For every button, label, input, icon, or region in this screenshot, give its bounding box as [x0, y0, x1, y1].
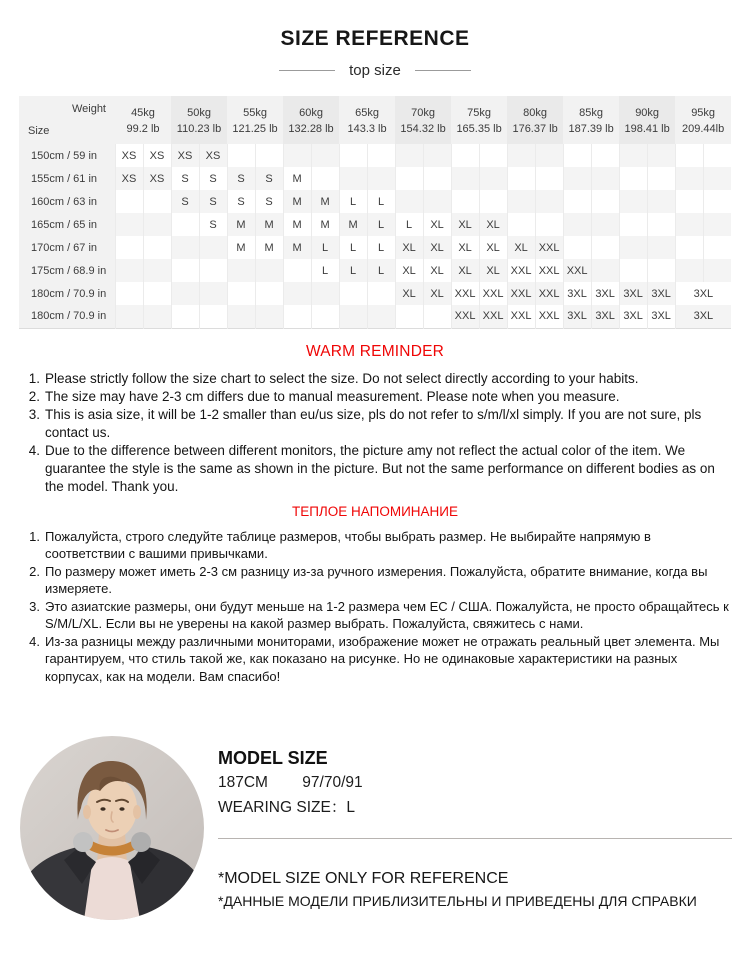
size-cell	[339, 305, 367, 328]
weight-column-header: 65kg 143.3 lb	[339, 96, 395, 144]
warm-reminder-list	[18, 370, 730, 496]
size-cell	[255, 305, 283, 328]
size-cell	[703, 190, 731, 213]
size-cell	[479, 167, 507, 190]
size-cell: XL	[395, 259, 423, 282]
height-row-label: 160cm / 63 in	[19, 190, 115, 213]
size-cell	[115, 213, 143, 236]
size-table-row	[19, 144, 731, 167]
size-cell	[367, 167, 395, 190]
size-cell: XXL	[563, 259, 591, 282]
subtitle-left-dash	[279, 70, 335, 71]
subtitle-text: top size	[349, 62, 401, 79]
size-cell	[339, 144, 367, 167]
size-cell: M	[311, 213, 339, 236]
size-cell	[143, 259, 171, 282]
size-cell: XL	[395, 236, 423, 259]
size-cell	[675, 259, 703, 282]
weight-column-header: 45kg 99.2 lb	[115, 96, 171, 144]
size-cell: XL	[451, 259, 479, 282]
size-cell: M	[339, 213, 367, 236]
size-cell: 3XL	[619, 305, 647, 328]
size-cell: XS	[143, 167, 171, 190]
size-cell	[451, 144, 479, 167]
size-cell	[507, 213, 535, 236]
size-cell	[703, 144, 731, 167]
size-table-row	[19, 282, 731, 305]
size-cell	[647, 213, 675, 236]
size-cell: XXL	[507, 259, 535, 282]
size-cell	[535, 190, 563, 213]
size-cell	[143, 190, 171, 213]
size-cell: XXL	[507, 305, 535, 328]
list-item: 3. This is asia size, it will be 1-2 smaller than eu/us size, pls do not refer to s/m/l/xl simply. If you are not sure, pls contact us.	[28, 406, 702, 440]
weight-column-header: 95kg 209.44lb	[675, 96, 731, 144]
size-cell: XL	[423, 282, 451, 305]
size-cell	[227, 144, 255, 167]
size-cell	[535, 167, 563, 190]
size-cell	[115, 236, 143, 259]
size-cell: L	[367, 213, 395, 236]
size-cell: XL	[423, 236, 451, 259]
model-note-ru: *ДАННЫЕ МОДЕЛИ ПРИБЛИЗИТЕЛЬНЫ И ПРИВЕДЕНЫ ДЛЯ СПРАВКИ	[218, 893, 697, 909]
size-cell: 3XL	[591, 282, 619, 305]
size-cell: 3XL	[619, 282, 647, 305]
height-row-label: 180cm / 70.9 in	[19, 305, 115, 328]
size-cell	[199, 282, 227, 305]
size-cell	[703, 236, 731, 259]
size-cell	[423, 190, 451, 213]
weight-column-header: 85kg 187.39 lb	[563, 96, 619, 144]
size-cell: XS	[171, 144, 199, 167]
size-cell	[535, 144, 563, 167]
size-cell	[339, 282, 367, 305]
divider	[218, 838, 732, 839]
size-cell	[367, 282, 395, 305]
list-item: 1. Пожалуйста, строго следуйте таблице размеров, чтобы выбрать размер. Не выбирайте напрямую в соответствии с вашими привычками.	[29, 528, 651, 561]
size-cell: XXL	[535, 282, 563, 305]
size-cell: XXL	[535, 259, 563, 282]
height-row-label: 170cm / 67 in	[19, 236, 115, 259]
size-cell: L	[367, 236, 395, 259]
size-cell: M	[255, 236, 283, 259]
corner-cell: Weight Size	[19, 96, 115, 144]
size-cell	[395, 190, 423, 213]
size-cell	[479, 190, 507, 213]
size-cell	[703, 213, 731, 236]
list-item: 2. The size may have 2-3 cm differs due to manual measurement. Please note when you measure.	[28, 388, 620, 404]
size-cell: XL	[451, 236, 479, 259]
size-cell: L	[395, 213, 423, 236]
size-cell: XXL	[479, 282, 507, 305]
size-cell: S	[171, 190, 199, 213]
size-cell	[647, 144, 675, 167]
size-cell	[199, 259, 227, 282]
size-cell: M	[255, 213, 283, 236]
list-item: 4. Due to the difference between different monitors, the picture amy not reflect the actual color of the item. We guarantee the style is the same as shown in the picture. But not the same performance on different bodies as on the model. Thank you.	[28, 442, 715, 494]
size-cell	[451, 167, 479, 190]
subtitle-right-dash	[415, 70, 471, 71]
size-cell	[619, 167, 647, 190]
size-cell: 3XL	[563, 305, 591, 328]
size-cell	[507, 167, 535, 190]
size-cell	[563, 213, 591, 236]
size-cell: L	[339, 259, 367, 282]
size-cell: XL	[479, 213, 507, 236]
size-cell	[423, 144, 451, 167]
size-cell	[619, 213, 647, 236]
height-row-label: 155cm / 61 in	[19, 167, 115, 190]
size-cell	[283, 259, 311, 282]
size-cell	[423, 167, 451, 190]
size-cell	[591, 236, 619, 259]
size-cell: XXL	[535, 305, 563, 328]
size-cell: M	[227, 236, 255, 259]
list-item: 1. Please strictly follow the size chart to select the size. Do not select directly according to your habits.	[28, 370, 639, 386]
size-cell	[227, 259, 255, 282]
weight-column-header: 50kg 110.23 lb	[171, 96, 227, 144]
weight-column-header: 70kg 154.32 lb	[395, 96, 451, 144]
size-cell	[143, 282, 171, 305]
size-cell	[647, 167, 675, 190]
size-cell	[591, 144, 619, 167]
size-cell: M	[311, 190, 339, 213]
size-cell	[675, 144, 703, 167]
size-cell: XL	[479, 236, 507, 259]
size-cell: XS	[143, 144, 171, 167]
size-cell: S	[255, 167, 283, 190]
size-cell	[591, 167, 619, 190]
size-cell	[395, 305, 423, 328]
size-cell: S	[227, 167, 255, 190]
height-row-label: 175cm / 68.9 in	[19, 259, 115, 282]
size-cell: 3XL	[591, 305, 619, 328]
size-cell: XL	[507, 236, 535, 259]
size-cell	[591, 190, 619, 213]
size-cell	[115, 282, 143, 305]
size-cell	[171, 236, 199, 259]
page-title: SIZE REFERENCE	[280, 27, 470, 50]
size-cell	[395, 167, 423, 190]
size-cell	[675, 190, 703, 213]
list-item: 3. Это азиатские размеры, они будут меньше на 1-2 размера чем ЕС / США. Пожалуйста, не просто обращайтесь к S/M/L/XL. Если вы не уверены на какой размер выбрать. Пожалуйста, свяжитесь с нами.	[29, 598, 729, 631]
size-cell	[535, 213, 563, 236]
warm-reminder-title: WARM REMINDER	[305, 342, 445, 360]
russian-reminder-list	[18, 528, 730, 686]
size-cell	[115, 259, 143, 282]
size-table-row	[19, 259, 731, 282]
size-cell	[199, 236, 227, 259]
size-cell	[283, 282, 311, 305]
height-row-label: 165cm / 65 in	[19, 213, 115, 236]
size-cell	[171, 305, 199, 328]
size-cell: S	[199, 167, 227, 190]
size-cell	[703, 167, 731, 190]
model-portrait-illustration	[20, 736, 204, 920]
size-cell: M	[283, 213, 311, 236]
model-photo	[20, 736, 204, 920]
model-note-en: *MODEL SIZE ONLY FOR REFERENCE	[218, 870, 509, 887]
size-cell	[311, 144, 339, 167]
height-row-label: 150cm / 59 in	[19, 144, 115, 167]
size-cell	[675, 167, 703, 190]
weight-column-header: 90kg 198.41 lb	[619, 96, 675, 144]
size-cell: L	[339, 236, 367, 259]
size-cell	[395, 144, 423, 167]
page-subtitle	[0, 62, 750, 79]
model-wearing-size: WEARING SIZE：L	[218, 799, 355, 816]
size-cell: M	[283, 190, 311, 213]
size-cell	[171, 259, 199, 282]
size-reference-page	[0, 27, 750, 975]
russian-reminder-title: ТЕПЛОЕ НАПОМИНАНИЕ	[291, 503, 459, 519]
size-cell	[283, 305, 311, 328]
size-cell: 3XL	[675, 282, 731, 305]
size-cell	[619, 259, 647, 282]
size-cell: XXL	[451, 282, 479, 305]
size-cell	[563, 167, 591, 190]
size-cell: XXL	[535, 236, 563, 259]
size-table-row	[19, 213, 731, 236]
size-cell	[227, 305, 255, 328]
size-cell	[227, 282, 255, 305]
size-cell	[311, 167, 339, 190]
size-cell: XL	[395, 282, 423, 305]
size-cell	[563, 144, 591, 167]
size-cell	[703, 259, 731, 282]
size-table-row	[19, 190, 731, 213]
size-cell	[423, 305, 451, 328]
size-cell	[367, 144, 395, 167]
size-cell	[563, 236, 591, 259]
size-cell	[619, 144, 647, 167]
weight-column-header: 60kg 132.28 lb	[283, 96, 339, 144]
size-cell	[143, 305, 171, 328]
size-cell: 3XL	[647, 282, 675, 305]
size-cell	[283, 144, 311, 167]
size-cell	[591, 259, 619, 282]
size-table-row	[19, 236, 731, 259]
weight-column-header: 55kg 121.25 lb	[227, 96, 283, 144]
size-cell	[591, 213, 619, 236]
size-table	[19, 96, 731, 329]
size-cell: S	[199, 190, 227, 213]
size-cell: XL	[451, 213, 479, 236]
size-cell	[619, 236, 647, 259]
size-cell: XXL	[479, 305, 507, 328]
size-cell: XL	[423, 259, 451, 282]
size-cell	[255, 144, 283, 167]
size-cell: M	[283, 236, 311, 259]
size-cell: L	[339, 190, 367, 213]
size-cell: M	[283, 167, 311, 190]
size-cell: XS	[115, 144, 143, 167]
size-cell	[255, 259, 283, 282]
size-cell: M	[227, 213, 255, 236]
size-cell: XS	[115, 167, 143, 190]
size-cell	[255, 282, 283, 305]
size-cell	[311, 305, 339, 328]
list-item: 2. По размеру может иметь 2-3 см разницу из-за ручного измерения. Пожалуйста, обратите внимание, когда вы измеряете.	[29, 563, 708, 596]
size-cell	[115, 305, 143, 328]
size-cell	[647, 259, 675, 282]
weight-column-header: 80kg 176.37 lb	[507, 96, 563, 144]
size-cell	[675, 236, 703, 259]
size-cell: 3XL	[675, 305, 731, 328]
size-cell: 3XL	[563, 282, 591, 305]
size-cell	[171, 282, 199, 305]
size-cell	[451, 190, 479, 213]
size-cell	[143, 236, 171, 259]
size-cell: XXL	[451, 305, 479, 328]
size-cell	[507, 144, 535, 167]
size-cell: S	[255, 190, 283, 213]
size-cell	[675, 213, 703, 236]
size-cell	[367, 305, 395, 328]
size-cell: L	[367, 190, 395, 213]
size-cell: S	[227, 190, 255, 213]
height-row-label: 180cm / 70.9 in	[19, 282, 115, 305]
size-cell	[311, 282, 339, 305]
size-cell	[647, 236, 675, 259]
size-cell: XS	[199, 144, 227, 167]
model-size-title: MODEL SIZE	[218, 748, 328, 768]
size-cell: S	[199, 213, 227, 236]
model-stats	[218, 774, 732, 792]
size-table-row	[19, 167, 731, 190]
model-info	[218, 748, 732, 909]
size-table-row	[19, 305, 731, 328]
size-cell: XL	[479, 259, 507, 282]
list-item: 4. Из-за разницы между различными мониторами, изображение может не отражать реальный цвет элемента. Мы гарантируем, что стиль такой же, как показано на рисунке. Но не одинаковые характеристики на разных корпусах, как на модели. Вам спасибо!	[29, 633, 720, 684]
weight-column-header: 75kg 165.35 lb	[451, 96, 507, 144]
size-cell	[171, 213, 199, 236]
size-cell	[619, 190, 647, 213]
model-height: 187CM	[218, 774, 268, 791]
size-cell	[479, 144, 507, 167]
model-measurements: 97/70/91	[302, 774, 363, 791]
size-cell: L	[311, 259, 339, 282]
size-cell: XXL	[507, 282, 535, 305]
size-cell: XL	[423, 213, 451, 236]
size-cell	[647, 190, 675, 213]
size-cell	[339, 167, 367, 190]
size-cell	[115, 190, 143, 213]
size-cell: L	[367, 259, 395, 282]
size-cell: 3XL	[647, 305, 675, 328]
size-cell	[143, 213, 171, 236]
size-cell: L	[311, 236, 339, 259]
size-cell	[563, 190, 591, 213]
size-cell: S	[171, 167, 199, 190]
size-cell	[199, 305, 227, 328]
size-cell	[507, 190, 535, 213]
